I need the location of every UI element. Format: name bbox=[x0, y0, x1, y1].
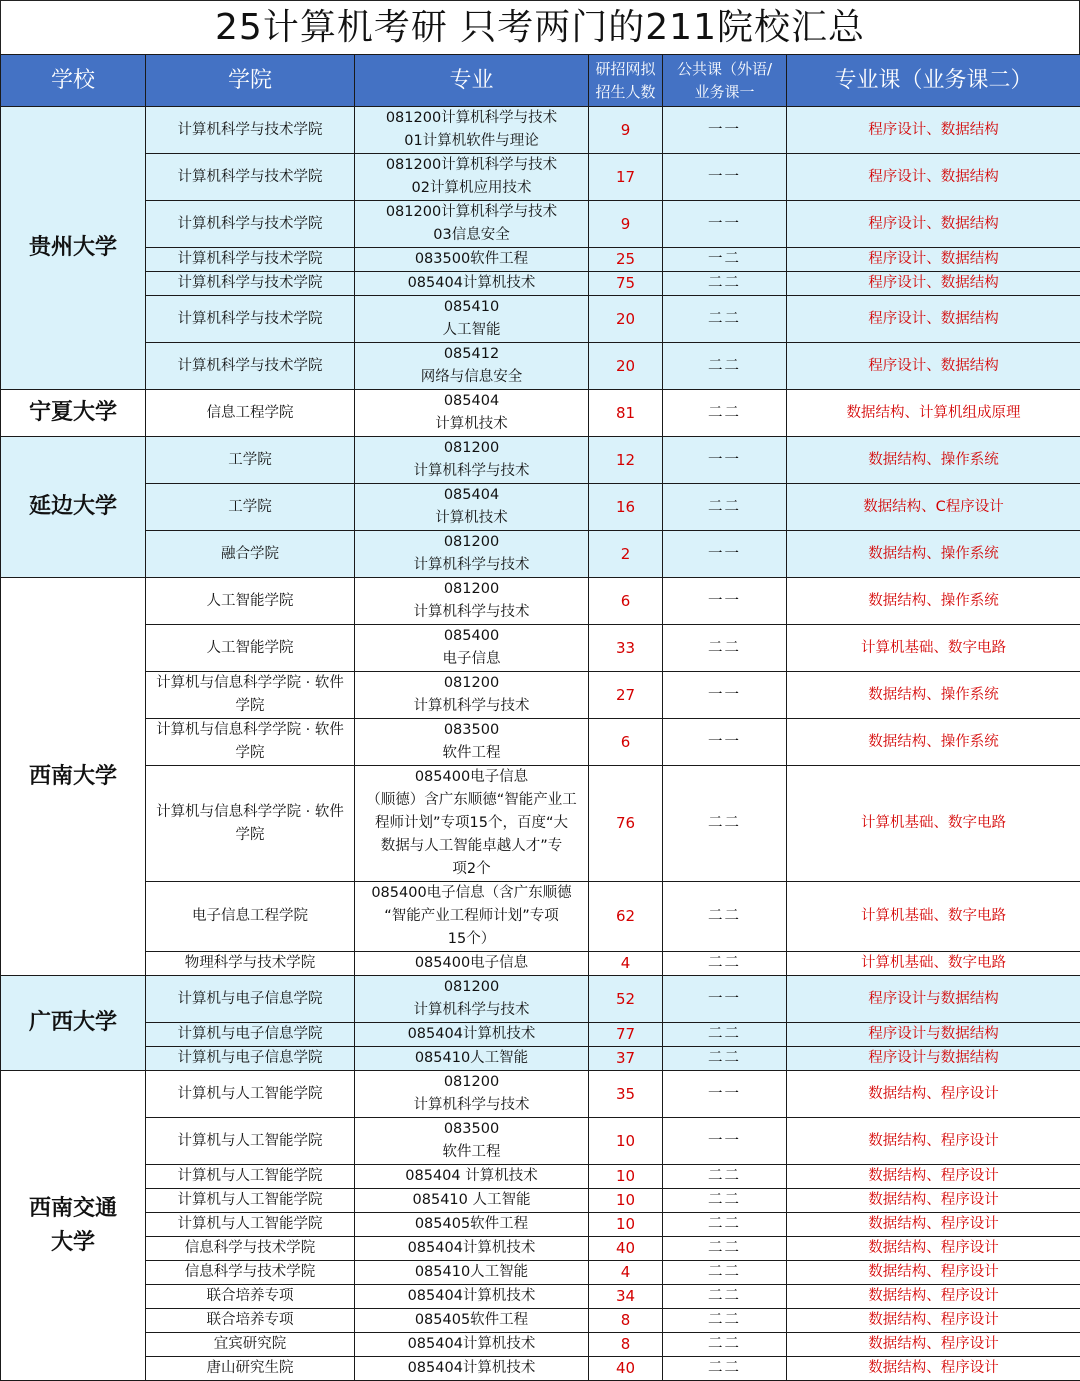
public-course-cell: 二二 bbox=[663, 1357, 787, 1381]
major-cell: 085405软件工程 bbox=[355, 1309, 589, 1333]
header-count: 研招网拟 招生人数 bbox=[589, 55, 663, 107]
table-row bbox=[1, 766, 1080, 882]
table-row bbox=[1, 1261, 1080, 1285]
major-course-cell: 计算机基础、数字电路 bbox=[787, 766, 1080, 882]
public-course-cell: 二二 bbox=[663, 1189, 787, 1213]
college-cell: 计算机与人工智能学院 bbox=[146, 1213, 355, 1237]
college-cell: 唐山研究生院 bbox=[146, 1357, 355, 1381]
public-course-cell: 二二 bbox=[663, 1237, 787, 1261]
public-course-cell: 二二 bbox=[663, 1165, 787, 1189]
public-course-cell: 二二 bbox=[663, 766, 787, 882]
public-course-cell: 一一 bbox=[663, 719, 787, 766]
table-body bbox=[1, 107, 1080, 1381]
major-cell: 085400 电子信息 bbox=[355, 625, 589, 672]
major-cell: 081200 计算机科学与技术 bbox=[355, 531, 589, 578]
college-cell: 计算机与电子信息学院 bbox=[146, 1023, 355, 1047]
public-course-cell: 二二 bbox=[663, 1023, 787, 1047]
major-cell: 085404 计算机技术 bbox=[355, 390, 589, 437]
major-course-cell: 数据结构、程序设计 bbox=[787, 1213, 1080, 1237]
major-course-cell: 数据结构、操作系统 bbox=[787, 531, 1080, 578]
count-cell: 4 bbox=[589, 952, 663, 976]
college-cell: 信息工程学院 bbox=[146, 390, 355, 437]
table-row bbox=[1, 1047, 1080, 1071]
major-cell: 085410 人工智能 bbox=[355, 296, 589, 343]
public-course-cell: 二二 bbox=[663, 1309, 787, 1333]
major-course-cell: 程序设计、数据结构 bbox=[787, 154, 1080, 201]
college-cell: 融合学院 bbox=[146, 531, 355, 578]
count-cell: 16 bbox=[589, 484, 663, 531]
major-course-cell: 计算机基础、数字电路 bbox=[787, 952, 1080, 976]
count-cell: 35 bbox=[589, 1071, 663, 1118]
school-table bbox=[0, 54, 1080, 1381]
count-cell: 10 bbox=[589, 1189, 663, 1213]
count-cell: 2 bbox=[589, 531, 663, 578]
major-course-cell: 程序设计与数据结构 bbox=[787, 976, 1080, 1023]
college-cell: 计算机与信息科学学院 · 软件 学院 bbox=[146, 719, 355, 766]
major-course-cell: 数据结构、C程序设计 bbox=[787, 484, 1080, 531]
table-row bbox=[1, 484, 1080, 531]
public-course-cell: 一一 bbox=[663, 1118, 787, 1165]
public-course-cell: 一一 bbox=[663, 437, 787, 484]
major-cell: 083500软件工程 bbox=[355, 248, 589, 272]
college-cell: 计算机科学与技术学院 bbox=[146, 201, 355, 248]
college-cell: 宜宾研究院 bbox=[146, 1333, 355, 1357]
header-major: 专业 bbox=[355, 55, 589, 107]
public-course-cell: 一一 bbox=[663, 154, 787, 201]
header-public-course: 公共课（外语/ 业务课一 bbox=[663, 55, 787, 107]
college-cell: 人工智能学院 bbox=[146, 625, 355, 672]
public-course-cell: 二二 bbox=[663, 1213, 787, 1237]
major-cell: 085404计算机技术 bbox=[355, 1237, 589, 1261]
count-cell: 8 bbox=[589, 1309, 663, 1333]
major-course-cell: 程序设计与数据结构 bbox=[787, 1023, 1080, 1047]
table-row bbox=[1, 296, 1080, 343]
major-course-cell: 数据结构、程序设计 bbox=[787, 1285, 1080, 1309]
table-row bbox=[1, 201, 1080, 248]
count-cell: 62 bbox=[589, 882, 663, 952]
college-cell: 工学院 bbox=[146, 437, 355, 484]
major-cell: 085410 人工智能 bbox=[355, 1189, 589, 1213]
major-course-cell: 数据结构、程序设计 bbox=[787, 1357, 1080, 1381]
count-cell: 4 bbox=[589, 1261, 663, 1285]
major-cell: 081200 计算机科学与技术 bbox=[355, 976, 589, 1023]
table-row bbox=[1, 531, 1080, 578]
table-row bbox=[1, 390, 1080, 437]
count-cell: 52 bbox=[589, 976, 663, 1023]
college-cell: 计算机与信息科学学院 · 软件 学院 bbox=[146, 672, 355, 719]
major-cell: 085400电子信息（含广东顺德 “智能产业工程师计划”专项 15个） bbox=[355, 882, 589, 952]
public-course-cell: 一一 bbox=[663, 107, 787, 154]
major-cell: 081200计算机科学与技术 03信息安全 bbox=[355, 201, 589, 248]
college-cell: 联合培养专项 bbox=[146, 1285, 355, 1309]
major-cell: 085404计算机技术 bbox=[355, 1023, 589, 1047]
college-cell: 计算机科学与技术学院 bbox=[146, 248, 355, 272]
count-cell: 40 bbox=[589, 1357, 663, 1381]
public-course-cell: 二二 bbox=[663, 952, 787, 976]
major-cell: 081200 计算机科学与技术 bbox=[355, 578, 589, 625]
college-cell: 计算机与人工智能学院 bbox=[146, 1165, 355, 1189]
public-course-cell: 一一 bbox=[663, 201, 787, 248]
count-cell: 76 bbox=[589, 766, 663, 882]
major-course-cell: 数据结构、操作系统 bbox=[787, 578, 1080, 625]
public-course-cell: 二二 bbox=[663, 390, 787, 437]
table-row bbox=[1, 1309, 1080, 1333]
college-cell: 计算机科学与技术学院 bbox=[146, 107, 355, 154]
table-row bbox=[1, 672, 1080, 719]
major-cell: 085410人工智能 bbox=[355, 1261, 589, 1285]
major-cell: 085404 计算机技术 bbox=[355, 1165, 589, 1189]
major-course-cell: 数据结构、操作系统 bbox=[787, 437, 1080, 484]
public-course-cell: 二二 bbox=[663, 1333, 787, 1357]
college-cell: 信息科学与技术学院 bbox=[146, 1261, 355, 1285]
count-cell: 20 bbox=[589, 296, 663, 343]
table-row bbox=[1, 882, 1080, 952]
table-row bbox=[1, 1165, 1080, 1189]
public-course-cell: 二二 bbox=[663, 625, 787, 672]
major-course-cell: 数据结构、程序设计 bbox=[787, 1237, 1080, 1261]
major-cell: 083500 软件工程 bbox=[355, 1118, 589, 1165]
count-cell: 10 bbox=[589, 1165, 663, 1189]
school-name: 贵州大学 bbox=[1, 107, 146, 390]
header-major-course: 专业课（业务课二） bbox=[787, 55, 1080, 107]
college-cell: 计算机与电子信息学院 bbox=[146, 976, 355, 1023]
major-course-cell: 计算机基础、数字电路 bbox=[787, 882, 1080, 952]
major-course-cell: 数据结构、操作系统 bbox=[787, 672, 1080, 719]
table-row bbox=[1, 437, 1080, 484]
table-row bbox=[1, 1213, 1080, 1237]
major-cell: 081200 计算机科学与技术 bbox=[355, 672, 589, 719]
school-name: 西南大学 bbox=[1, 578, 146, 976]
count-cell: 9 bbox=[589, 201, 663, 248]
college-cell: 计算机与人工智能学院 bbox=[146, 1189, 355, 1213]
table-row bbox=[1, 719, 1080, 766]
count-cell: 77 bbox=[589, 1023, 663, 1047]
college-cell: 物理科学与技术学院 bbox=[146, 952, 355, 976]
major-course-cell: 数据结构、程序设计 bbox=[787, 1165, 1080, 1189]
public-course-cell: 二二 bbox=[663, 882, 787, 952]
table-row bbox=[1, 1357, 1080, 1381]
major-cell: 085410人工智能 bbox=[355, 1047, 589, 1071]
public-course-cell: 一一 bbox=[663, 578, 787, 625]
table-row bbox=[1, 952, 1080, 976]
count-cell: 20 bbox=[589, 343, 663, 390]
count-cell: 40 bbox=[589, 1237, 663, 1261]
major-cell: 085404计算机技术 bbox=[355, 1357, 589, 1381]
count-cell: 33 bbox=[589, 625, 663, 672]
public-course-cell: 一一 bbox=[663, 976, 787, 1023]
school-name: 西南交通 大学 bbox=[1, 1071, 146, 1381]
count-cell: 75 bbox=[589, 272, 663, 296]
major-cell: 081200 计算机科学与技术 bbox=[355, 437, 589, 484]
college-cell: 计算机科学与技术学院 bbox=[146, 154, 355, 201]
major-cell: 085404计算机技术 bbox=[355, 1285, 589, 1309]
page-title: 25计算机考研 只考两门的211院校汇总 bbox=[0, 0, 1080, 54]
table-row bbox=[1, 1071, 1080, 1118]
table-row bbox=[1, 1023, 1080, 1047]
major-cell: 081200 计算机科学与技术 bbox=[355, 1071, 589, 1118]
college-cell: 工学院 bbox=[146, 484, 355, 531]
public-course-cell: 一二 bbox=[663, 248, 787, 272]
major-course-cell: 程序设计、数据结构 bbox=[787, 107, 1080, 154]
major-course-cell: 数据结构、程序设计 bbox=[787, 1309, 1080, 1333]
count-cell: 12 bbox=[589, 437, 663, 484]
major-cell: 085400电子信息 bbox=[355, 952, 589, 976]
major-course-cell: 数据结构、程序设计 bbox=[787, 1118, 1080, 1165]
college-cell: 人工智能学院 bbox=[146, 578, 355, 625]
major-cell: 085404计算机技术 bbox=[355, 272, 589, 296]
major-course-cell: 数据结构、程序设计 bbox=[787, 1261, 1080, 1285]
public-course-cell: 二二 bbox=[663, 1261, 787, 1285]
table-row bbox=[1, 1285, 1080, 1309]
count-cell: 27 bbox=[589, 672, 663, 719]
major-course-cell: 程序设计与数据结构 bbox=[787, 1047, 1080, 1071]
public-course-cell: 二二 bbox=[663, 296, 787, 343]
public-course-cell: 二二 bbox=[663, 1047, 787, 1071]
table-row bbox=[1, 1237, 1080, 1261]
major-course-cell: 程序设计、数据结构 bbox=[787, 201, 1080, 248]
college-cell: 信息科学与技术学院 bbox=[146, 1237, 355, 1261]
public-course-cell: 二二 bbox=[663, 484, 787, 531]
major-cell: 085405软件工程 bbox=[355, 1213, 589, 1237]
table-row bbox=[1, 625, 1080, 672]
major-course-cell: 程序设计、数据结构 bbox=[787, 248, 1080, 272]
major-cell: 085404计算机技术 bbox=[355, 1333, 589, 1357]
header-row bbox=[1, 55, 1080, 107]
major-cell: 081200计算机科学与技术 01计算机软件与理论 bbox=[355, 107, 589, 154]
public-course-cell: 一一 bbox=[663, 672, 787, 719]
college-cell: 计算机与人工智能学院 bbox=[146, 1071, 355, 1118]
major-course-cell: 计算机基础、数字电路 bbox=[787, 625, 1080, 672]
college-cell: 计算机科学与技术学院 bbox=[146, 272, 355, 296]
count-cell: 34 bbox=[589, 1285, 663, 1309]
college-cell: 联合培养专项 bbox=[146, 1309, 355, 1333]
major-cell: 085400电子信息 （顺德）含广东顺德“智能产业工 程师计划”专项15个，百度“大 数据与人工智能卓越人才”专 项2个 bbox=[355, 766, 589, 882]
major-course-cell: 数据结构、操作系统 bbox=[787, 719, 1080, 766]
count-cell: 10 bbox=[589, 1213, 663, 1237]
count-cell: 10 bbox=[589, 1118, 663, 1165]
count-cell: 9 bbox=[589, 107, 663, 154]
table-row bbox=[1, 976, 1080, 1023]
college-cell: 计算机科学与技术学院 bbox=[146, 296, 355, 343]
major-cell: 083500 软件工程 bbox=[355, 719, 589, 766]
header-college: 学院 bbox=[146, 55, 355, 107]
major-cell: 085404 计算机技术 bbox=[355, 484, 589, 531]
public-course-cell: 二二 bbox=[663, 343, 787, 390]
table-row bbox=[1, 1333, 1080, 1357]
count-cell: 8 bbox=[589, 1333, 663, 1357]
college-cell: 计算机与信息科学学院 · 软件 学院 bbox=[146, 766, 355, 882]
public-course-cell: 一一 bbox=[663, 531, 787, 578]
table-row bbox=[1, 154, 1080, 201]
table-row bbox=[1, 272, 1080, 296]
count-cell: 81 bbox=[589, 390, 663, 437]
major-course-cell: 程序设计、数据结构 bbox=[787, 343, 1080, 390]
public-course-cell: 一一 bbox=[663, 1071, 787, 1118]
major-cell: 085412 网络与信息安全 bbox=[355, 343, 589, 390]
major-course-cell: 程序设计、数据结构 bbox=[787, 272, 1080, 296]
school-name: 延边大学 bbox=[1, 437, 146, 578]
count-cell: 37 bbox=[589, 1047, 663, 1071]
public-course-cell: 二二 bbox=[663, 1285, 787, 1309]
college-cell: 计算机与电子信息学院 bbox=[146, 1047, 355, 1071]
count-cell: 6 bbox=[589, 578, 663, 625]
count-cell: 25 bbox=[589, 248, 663, 272]
major-course-cell: 数据结构、程序设计 bbox=[787, 1333, 1080, 1357]
major-cell: 081200计算机科学与技术 02计算机应用技术 bbox=[355, 154, 589, 201]
major-course-cell: 程序设计、数据结构 bbox=[787, 296, 1080, 343]
school-name: 广西大学 bbox=[1, 976, 146, 1071]
header-school: 学校 bbox=[1, 55, 146, 107]
count-cell: 17 bbox=[589, 154, 663, 201]
table-row bbox=[1, 343, 1080, 390]
table-row bbox=[1, 248, 1080, 272]
table-row bbox=[1, 1118, 1080, 1165]
school-name: 宁夏大学 bbox=[1, 390, 146, 437]
college-cell: 计算机与人工智能学院 bbox=[146, 1118, 355, 1165]
table-row bbox=[1, 107, 1080, 154]
major-course-cell: 数据结构、程序设计 bbox=[787, 1071, 1080, 1118]
major-course-cell: 数据结构、程序设计 bbox=[787, 1189, 1080, 1213]
college-cell: 电子信息工程学院 bbox=[146, 882, 355, 952]
table-row bbox=[1, 1189, 1080, 1213]
college-cell: 计算机科学与技术学院 bbox=[146, 343, 355, 390]
table-row bbox=[1, 578, 1080, 625]
public-course-cell: 二二 bbox=[663, 272, 787, 296]
count-cell: 6 bbox=[589, 719, 663, 766]
major-course-cell: 数据结构、计算机组成原理 bbox=[787, 390, 1080, 437]
